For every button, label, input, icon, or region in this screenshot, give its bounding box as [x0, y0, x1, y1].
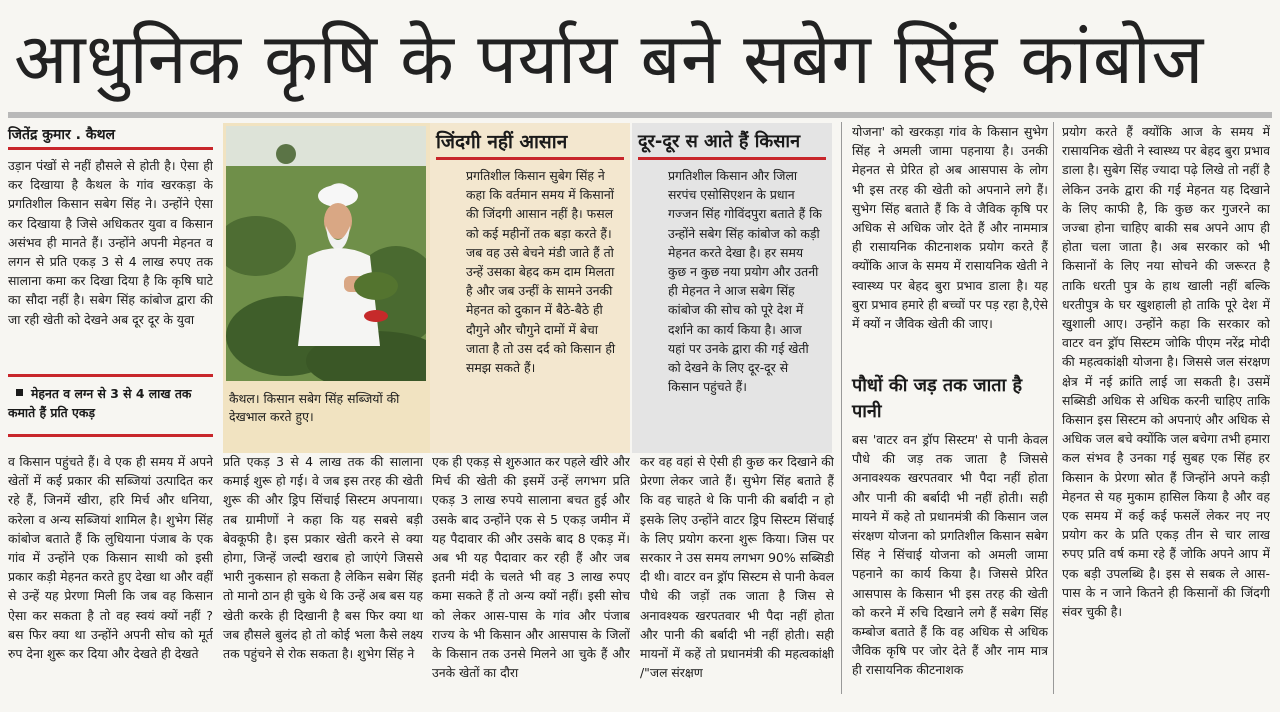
intro-paragraph: उड़ान पंखों से नहीं हौसले से होती है। ऐसा ही कर दिखाया है कैथल के गांव खरकड़ा के प्रगतिशील किसान सबेग सिंह ने। उन्होंने ऐसा कर दिखाया है जिसे अधिकतर युवा व किसान असंभव ही मानते हैं। उन्होंने अपनी मेहनत व लगन से प्रति एकड़ 3 से 4 लाख रुपए तक सालाना कमा कर दिखा दिया है कि कृषि घाटे का सौदा नहीं है। सबेग सिंह कांबोज द्वारा की जा रही खेती को देखने अब दूर दूर के युवा: [8, 158, 213, 327]
highlight-text: मेहनत व लग्न से 3 से 4 लाख तक कमाते हैं प्रति एकड़: [8, 386, 192, 420]
column-six-text: प्रयोग करते हैं क्योंकि आज के समय में रासायनिक खेती ने स्वास्थ्य पर बेहद बुरा प्रभाव डाला है। सुबेग सिंह ज्यादा पढ़े लिखे तो नहीं है लेकिन उनके द्वारा की गई मेहनत यह दिखाने के लिए काफी है, कि कुछ कर गुजरने का जज्बा होना चाहिए बाकी सब अपने आप ही होता चला जाता है। अब सरकार को भी किसानों के लिए नया सोचने की जरूरत है ताकि धरती पुत्र के हाथ खाली नहीं बल्कि धरतीपुत्र के घर खुशहाली हो ताकि पूरे देश में खुशाली आए। उन्होंने कहा कि सरकार को वाटर वन ड्रॉप सिस्टम जोकि पीएम नरेंद्र मोदी की महत्वकांक्षी योजना है। जिससे जल संरक्षण क्षेत्र में नई क्रांति लाई जा सकती है। उसमें सब्सिडी अधिक से अधिक करनी चाहिए ताकि किसान इस सिस्टम को अपनाएं और अधिक से अधिक जल बचे क्योंकि जल बचेगा तभी हमारा कल संभव है उनका गई सुबह एक सिंह हर किसान के प्रेरणा स्रोत हैं जिन्होंने अपने कड़ी मेहनत से यह मुकाम हासिल किया है और वह एक समय में कई कई फसलें लेकर नए नए प्रयोग कर के प्रति एकड़ तीन से चार लाख रुपए प्रति वर्ष कमा रहे हैं जोकि अपने आप में एक बड़ी उपलब्धि है। इस से सबक ले आस-पास के न जाने कितने ही किसानों की जिंदगी संवर चुकी है।: [1062, 124, 1270, 620]
headline: आधुनिक कृषि के पर्याय बने सबेग सिंह कांबोज: [14, 18, 1204, 100]
box-right-title: दूर-दूर स आते हैं किसान: [638, 131, 801, 152]
bottom-column-4: [640, 452, 834, 696]
column-five-bottom-text: बस 'वाटर वन ड्रॉप सिस्टम' से पानी केवल पौधे की जड़ तक जाता है जिससे अनावश्यक खरपतवार भी पैदा नहीं होता और पानी की बर्बादी भी नहीं होती। सही मायने में कहे तो प्रधानमंत्री की किसान जल संरक्षण योजना को प्रगतिशील किसान सबेग सिंह ने सिंचाई योजना को अमली जामा पहनाने का कार्य किया है। जिससे प्रेरित आसपास के किसान भी इस तरह की खेती को करने में रुचि दिखाने लगे हैं सबेग सिंह कम्बोज बताते हैं कि वह अधिक से अधिक जैविक कृषि पर जोर देते हैं और नाम मात्र ही रासायनिक कीटनाशक: [852, 432, 1048, 678]
byline: जितेंद्र कुमार . कैथल: [8, 127, 116, 143]
sidebar-box-right: [632, 123, 832, 453]
highlight-bottom-rule: [8, 434, 213, 437]
bottom-column-1-text: व किसान पहुंचते हैं। वे एक ही समय में अपने खेतों में कई प्रकार की सब्जियां उत्पादित कर रहे हैं, जिनमें खीरा, हरि मिर्च और धनिया, करेला व अन्य सब्जियां शामिल है। शुभेग सिंह कांबोज बताते हैं कि लुधियाना पंजाब के एक गांव में उन्होंने एक किसान साथी को इसी प्रकार कड़ी मेहनत करते हुए देखा था और वहीं से उन्हें यह प्रेरणा मिली कि जब वह किसान ऐसा कर सकता है तो वह स्वयं क्यों नहीं ? बस फिर क्या था उन्होंने अपनी सोच को मूर्त रुप देना शुरू कर दिया और देखते ही देखते: [8, 454, 213, 662]
intro-text: [8, 156, 213, 368]
farmer-photo-illustration: [226, 126, 426, 381]
box-left-title: जिंदगी नहीं आसान: [436, 131, 568, 153]
section-title: पौधों की जड़ तक जाता है पानी: [852, 375, 1023, 422]
bottom-column-4-text: कर वह वहां से ऐसी ही कुछ कर दिखाने की प्रेरणा लेकर जाते हैं। सुभेग सिंह बताते हैं कि वह चाहते थे कि पानी की बर्बादी न हो इसके लिए उन्होंने वाटर ड्रिप सिस्टम सिंचाई के लिए प्रयोग करना शुरू किया। जिस पर सरकार ने उस समय लगभग 90% सब्सिडी दी थी। वाटर वन ड्रॉप सिस्टम से पानी केवल पौधे की जड़ों तक जाता है जिस से अनावश्यक खरपतवार भी पैदा नहीं होता और पानी की बर्बादी भी नहीं होती। सही मायनों में कहें तो प्रधानमंत्री की महत्वकांक्षी /"जल संरक्षण: [640, 454, 834, 681]
bottom-column-3-text: एक ही एकड़ से शुरुआत कर पहले खीरे और मिर्च की खेती की इसमें उन्हें लगभग प्रति एकड़ 3 लाख रुपये सालाना बचत हुई और उसके बाद उन्होंने एक से 5 एकड़ जमीन में यह पैदावार की और उसके बाद 8 एकड़ में। अब भी यह पैदावार कर रही हैं और जब इतनी मंदी के चलते भी वह 3 लाख रुपए कमा सकते हैं तो अन्य क्यों नहीं। इसी सोच को लेकर आस-पास के गांव और पंजाब राज्य के भी किसान और आसपास के जिलों के किसान तक उनसे मिलने आ चुके हैं और उनके खेतों का दौरा: [432, 454, 630, 681]
column-five-bottom: [852, 430, 1048, 692]
farmer-photo: [226, 126, 426, 381]
box-right-text: प्रगतिशील किसान और जिला सरपंच एसोसिएशन के प्रधान गज्जन सिंह गोविंदपुरा बताते हैं कि उन्होंने सबेग सिंह कांबोज को कड़ी मेहनत करते देखा है। हर समय कुछ न कुछ नया प्रयोग और उतनी ही मेहनत ने आज सबेग सिंह कांबोज की सोच को पूरे देश में दर्शाने का कार्य किया है। आज यहां पर उनके द्वारा की गई खेती को देखने के लिए दूर-दूर से किसान पहुंचते हैं।: [668, 168, 822, 395]
bottom-column-2-text: प्रति एकड़ 3 से 4 लाख तक की सालाना कमाई शुरू हो गई। वे जब इस तरह की खेती शुरू की और ड्रिप सिंचाई सिस्टम अपनाया। तब ग्रामीणों ने कहा कि यह सबसे बड़ी बेवकूफी है। इस प्रकार खेती करने से क्या होगा, जिन्हें जल्दी खराब हो जाएंगे जिससे भारी नुकसान हो सकता है लेकिन सबेग सिंह तो मानो ठान ही चुके थे कि उन्हें अब बस यह खेती करके ही दिखानी है बस फिर क्या था जब हौसले बुलंद हो तो कोई भला कैसे लक्ष्य तक पहुंचने से रोक सकता है। शुभेग सिंह ने: [223, 454, 423, 662]
byline-rule: [8, 147, 213, 150]
bullet-icon: [16, 389, 23, 396]
column-divider: [841, 122, 842, 694]
column-six: [1062, 122, 1270, 696]
box-left-text: प्रगतिशील किसान सुबेग सिंह ने कहा कि वर्तमान समय में किसानों की जिंदगी आसान नहीं है। फसल को कई महीनों तक बड़ा करते हैं। जब वह उसे बेचने मंडी जाते हैं तो उन्हें उसका बेहद कम दाम मिलता है और जब उन्हीं के सामने उनकी मेहनत को दुकान में बैठे-बैठे ही दौगुने और चौगुने दामों में बेचा जाता है तो उस दर्द को किसान ही समझ सकते हैं।: [466, 168, 616, 376]
photo-caption: कैथल। किसान सबेग सिंह सब्जियों की देखभाल करते हुए।: [223, 386, 428, 446]
bottom-column-1: [8, 452, 213, 696]
bottom-column-3: [432, 452, 630, 696]
highlight-box: [8, 384, 213, 422]
headline-rule: [8, 112, 1272, 118]
column-divider: [1053, 122, 1054, 694]
bottom-column-2: [223, 452, 423, 696]
highlight-top-rule: [8, 374, 213, 377]
column-five-top-text: योजना' को खरकड़ा गांव के किसान सुभेग सिंह ने अमली जामा पहनाया है। उनकी मेहनत से प्रेरित हो अब आसपास के लोग भी इस तरह की खेती को अपनाने लगे हैं। सुभेग सिंह बताते हैं कि वे जैविक कृषि पर अधिक से अधिक जोर देते हैं और नाममात्र ही रासायनिक कीटनाशक प्रयोग करते हैं क्योंकि आज के समय में रासायनिक खेती ने स्वास्थ्य पर बेहद बुरा प्रभाव डाला है। यह बुरा प्रभाव हमारे ही बच्चों पर पड़ रहा है,ऐसे में क्यों न जैविक खेती की जाए।: [852, 124, 1048, 332]
sidebar-box-left: [430, 123, 630, 453]
column-five-top: [852, 122, 1048, 372]
